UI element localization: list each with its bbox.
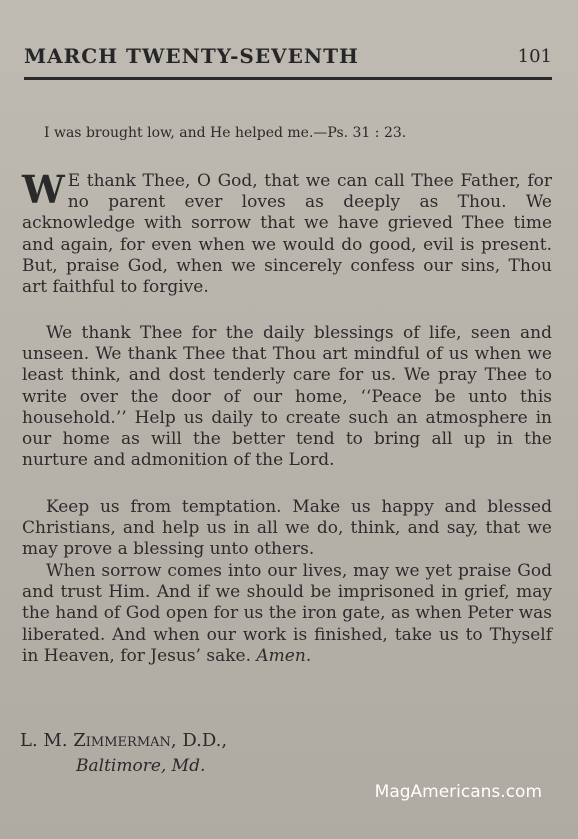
prayer-paragraph-4 (22, 561, 552, 667)
author-surname: Zimmerman (73, 730, 171, 751)
amen-text: Amen. (256, 645, 312, 666)
page-number: 101 (517, 46, 552, 67)
paragraph-3-text: Keep us from temptation. Make us happy and blessed Christians, and help us in all we do, think, and say, that we may prove a blessing unto others. (22, 497, 552, 560)
scripture-epigraph: I was brought low, and He helped me.—Ps. 31 : 23. (44, 125, 407, 141)
prayer-paragraph-1 (22, 167, 552, 298)
author-signature (20, 730, 227, 751)
page-header (24, 40, 552, 74)
author-location: Baltimore, Md. (76, 756, 206, 776)
author-degree: , D.D., (170, 730, 228, 751)
paragraph-4-text: When sorrow comes into our lives, may we yet praise God and trust Him. And if we should be imprisoned in grief, may the hand of God open for us the iron gate, as when Peter was liberated. And when our work is finished, take us to Thyself in Heaven, for Jesus’ sake. (22, 561, 552, 666)
prayer-paragraph-2 (22, 323, 552, 471)
prayer-paragraph-3 (22, 497, 552, 561)
author-initials: L. M. (20, 730, 74, 751)
source-watermark: MagAmericans.com (374, 782, 542, 802)
drop-cap: W (22, 167, 65, 212)
header-rule (24, 77, 552, 80)
page-title: MARCH TWENTY-SEVENTH (24, 44, 359, 68)
paragraph-2-text: We thank Thee for the daily blessings of life, seen and unseen. We thank Thee that Thou art mindful of us when we least think, and dost tenderly care for us. We pray Thee to write over the door of our home, ‘‘Peace be unto this household.’’ Help us daily to create such an atmosphere in our home as will the better tend to bring all up in the nurture and admonition of the Lord. (22, 323, 552, 471)
paragraph-1-text: E thank Thee, O God, that we can call Thee Father, for no parent ever loves as deeply as Thou. We acknowledge with sorrow that we have grieved Thee time and again, for even when we would do good, evil is present. But, praise God, when we sincerely confess our sins, Thou art faithful to forgive. (22, 171, 552, 298)
